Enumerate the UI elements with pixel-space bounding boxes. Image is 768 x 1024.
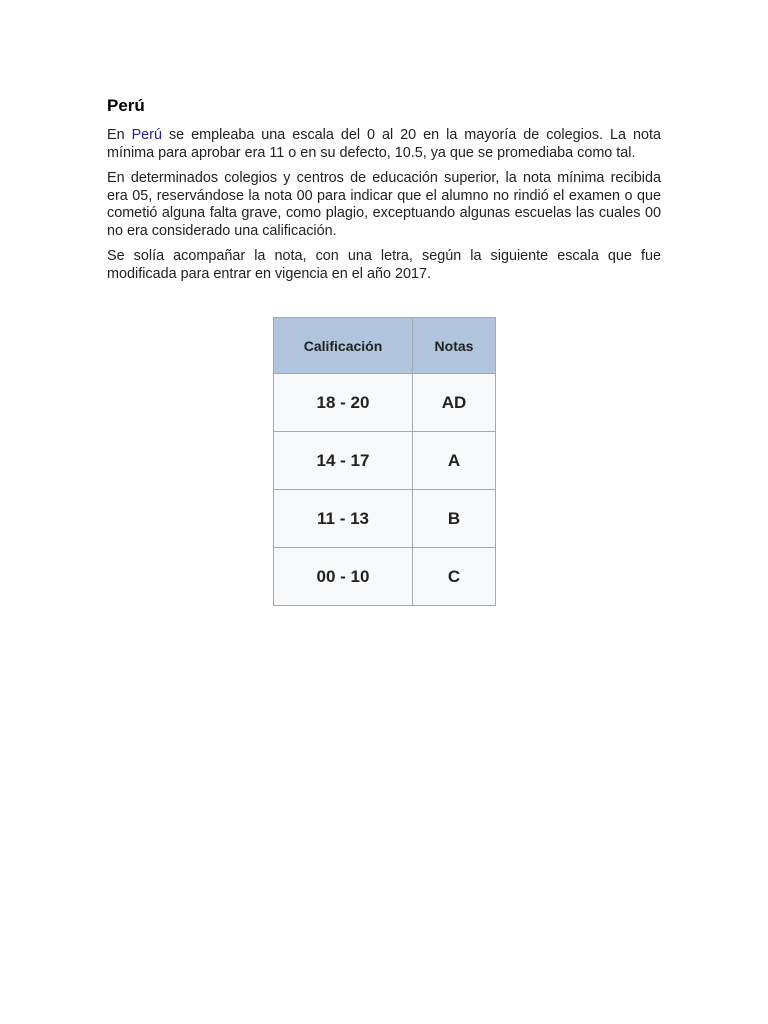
article-content <box>107 95 661 291</box>
grades-table <box>273 317 496 606</box>
paragraph-intro <box>107 127 661 162</box>
table-row <box>274 432 496 490</box>
peru-link[interactable]: Perú <box>131 127 162 143</box>
table-row <box>274 374 496 432</box>
section-title: Perú <box>107 96 145 115</box>
table-cell-note: C <box>413 548 496 606</box>
table-header-row <box>274 318 496 374</box>
paragraph-letter-scale: Se solía acompañar la nota, con una letra, según la siguiente escala que fue modificada para entrar en vigencia en el año 2017. <box>107 248 661 282</box>
header-notas: Notas <box>413 318 496 374</box>
header-calificacion: Calificación <box>274 318 413 374</box>
table-cell-range: 18 - 20 <box>274 374 413 432</box>
paragraph-intro-prefix: En <box>107 127 132 143</box>
table-row <box>274 490 496 548</box>
table-cell-note: B <box>413 490 496 548</box>
paragraph-minimum-grade: En determinados colegios y centros de educación superior, la nota mínima recibida era 05, reservándose la nota 00 para indicar que el alumno no rindió el examen o que cometió alguna falta grave, como plagio, exceptuando algunas escuelas las cuales 00 no era considerado una calificación. <box>107 170 661 239</box>
paragraph-intro-rest: se empleaba una escala del 0 al 20 en la mayoría de colegios. La nota mínima para aprobar era 11 o en su defecto, 10.5, ya que se promediaba como tal. <box>107 127 661 161</box>
table-cell-note: A <box>413 432 496 490</box>
table-row <box>274 548 496 606</box>
table-cell-note: AD <box>413 374 496 432</box>
table-cell-range: 14 - 17 <box>274 432 413 490</box>
table-cell-range: 00 - 10 <box>274 548 413 606</box>
table-cell-range: 11 - 13 <box>274 490 413 548</box>
